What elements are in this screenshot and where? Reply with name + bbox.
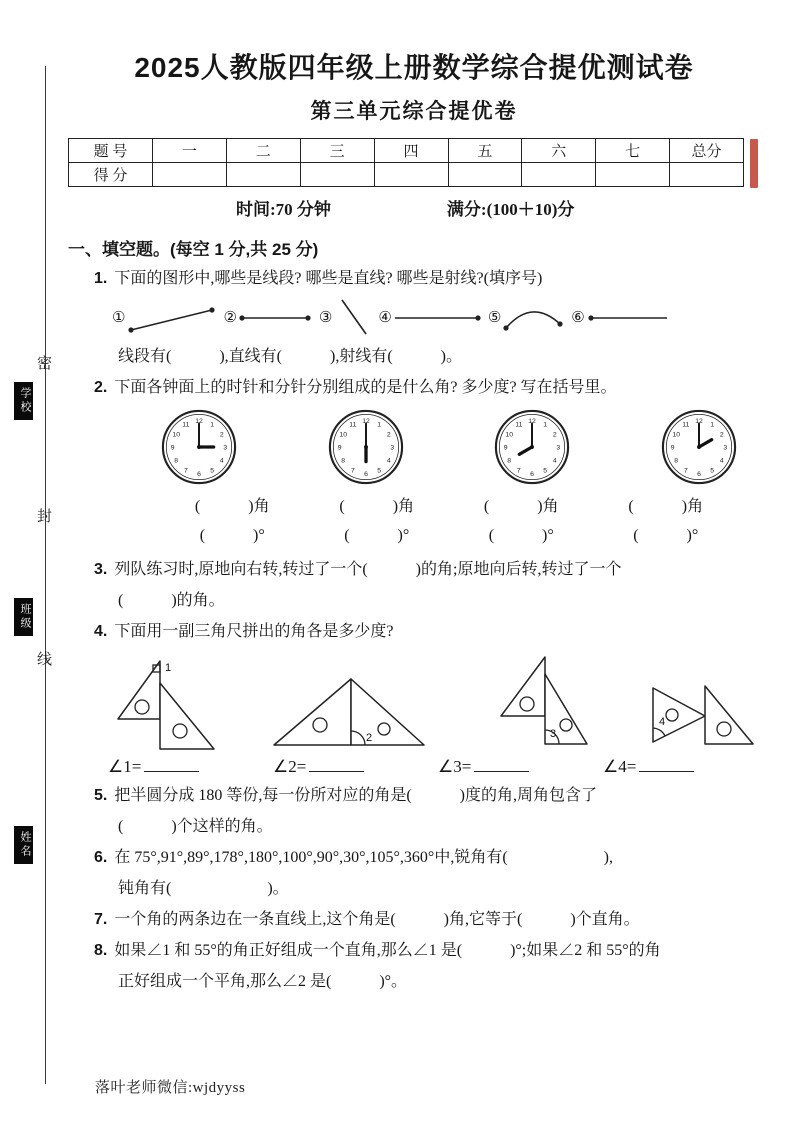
svg-text:5: 5 xyxy=(710,467,715,475)
question-3-line2: ( )的角。 xyxy=(118,591,225,609)
svg-text:8: 8 xyxy=(340,457,345,465)
question-4 xyxy=(68,620,760,644)
question-1-figures xyxy=(68,296,760,338)
score-cell xyxy=(300,163,374,187)
question-7 xyxy=(68,908,760,932)
svg-text:3: 3 xyxy=(556,444,561,452)
question-2-number: 2. xyxy=(94,379,108,396)
question-2-text: 下面各钟面上的时针和分针分别组成的是什么角? 多少度? 写在括号里。 xyxy=(114,379,617,396)
svg-text:6: 6 xyxy=(197,470,201,478)
question-2-clocks xyxy=(160,408,738,491)
svg-text:6: 6 xyxy=(363,470,368,478)
seal-field-class: 班级 xyxy=(14,598,33,636)
question-8-number: 8. xyxy=(94,941,108,959)
angle-answer-1 xyxy=(108,757,273,777)
triangle-ruler-figure-1 xyxy=(108,655,218,752)
score-cell xyxy=(596,163,670,187)
score-table-score-row xyxy=(69,163,744,187)
question-8-line2: 正好组成一个平角,那么∠2 是( )°。 xyxy=(118,972,408,990)
angle-blank: ( )角 xyxy=(483,498,559,515)
seal-char-xian: 线 xyxy=(37,652,53,668)
question-1-text: 下面的图形中,哪些是线段? 哪些是直线? 哪些是射线?(填序号) xyxy=(114,270,543,287)
ray-figure xyxy=(586,296,672,338)
header-col-6: 六 xyxy=(522,139,596,163)
angle-mark-3: 3 xyxy=(550,727,557,740)
degree-blank: ( )° xyxy=(488,526,554,544)
figure-label-5: ⑤ xyxy=(487,308,502,326)
question-4-text: 下面用一副三角尺拼出的角各是多少度? xyxy=(114,622,394,640)
question-3-text: 列队练习时,原地向右转,转过了一个( )的角;原地向后转,转过了一个 xyxy=(114,560,622,578)
figure-label-3: ③ xyxy=(318,308,333,326)
svg-text:12: 12 xyxy=(695,418,703,426)
svg-text:4: 4 xyxy=(386,457,391,465)
header-question-number: 题 号 xyxy=(69,139,153,163)
figure-label-4: ④ xyxy=(378,308,392,326)
score-cell xyxy=(670,163,744,187)
figure-label-6: ⑥ xyxy=(571,308,585,326)
svg-text:7: 7 xyxy=(183,467,188,475)
seal-char-feng: 封 xyxy=(37,509,53,525)
svg-text:7: 7 xyxy=(517,467,522,475)
angle-answer-4 xyxy=(603,757,768,777)
score-cell xyxy=(153,163,227,187)
question-6-number: 6. xyxy=(94,848,108,866)
score-table-wrap xyxy=(68,138,760,187)
angle-blank: ( )角 xyxy=(628,498,704,515)
question-6-line2: 钝角有( )。 xyxy=(118,879,289,897)
degree-blank: ( )° xyxy=(199,526,265,544)
question-5 xyxy=(68,784,760,808)
degree-blank: ( )° xyxy=(344,526,410,544)
question-2 xyxy=(68,376,760,400)
svg-text:7: 7 xyxy=(350,467,355,475)
svg-text:9: 9 xyxy=(170,444,175,452)
svg-text:9: 9 xyxy=(337,444,342,452)
header-col-7: 七 xyxy=(596,139,670,163)
svg-text:3: 3 xyxy=(223,444,228,452)
angle-answer-4-label: ∠4= xyxy=(603,756,637,776)
svg-text:3: 3 xyxy=(390,444,394,452)
header-col-3: 三 xyxy=(300,139,374,163)
angle-blank: ( )角 xyxy=(339,498,415,515)
paper-content xyxy=(68,46,760,994)
curve-figure xyxy=(502,296,566,338)
red-stamp-mark xyxy=(750,139,758,188)
seal-field-school: 学校 xyxy=(14,382,33,420)
question-7-text: 一个角的两条边在一条直线上,这个角是( )角,它等于( )个直角。 xyxy=(114,910,640,928)
question-1 xyxy=(68,267,760,291)
score-table-header-row xyxy=(69,139,744,163)
question-7-number: 7. xyxy=(94,910,108,928)
question-8-text: 如果∠1 和 55°的角正好组成一个直角,那么∠1 是( )°;如果∠2 和 55°的角 xyxy=(114,941,661,959)
svg-text:1: 1 xyxy=(710,421,715,429)
question-4-figures xyxy=(108,652,758,752)
question-8 xyxy=(68,939,760,963)
figure-label-2: ② xyxy=(223,308,237,326)
question-3 xyxy=(68,558,760,582)
time-limit: 时间:70 分钟 xyxy=(236,200,331,219)
clock-face xyxy=(327,408,405,491)
segment-figure xyxy=(238,296,314,338)
svg-text:2: 2 xyxy=(553,431,558,439)
question-4-number: 4. xyxy=(94,622,108,640)
line-figure xyxy=(333,296,373,338)
angle-answer-1-label: ∠1= xyxy=(108,756,142,776)
score-cell xyxy=(226,163,300,187)
svg-text:3: 3 xyxy=(723,444,728,452)
clock-face xyxy=(660,408,738,491)
svg-text:2: 2 xyxy=(719,431,724,439)
question-4-answers xyxy=(108,757,768,777)
header-col-5: 五 xyxy=(448,139,522,163)
svg-text:8: 8 xyxy=(674,457,679,465)
exam-meta-row xyxy=(68,195,760,220)
header-col-2: 二 xyxy=(226,139,300,163)
svg-text:11: 11 xyxy=(515,421,523,429)
score-cell xyxy=(374,163,448,187)
svg-text:1: 1 xyxy=(543,421,548,429)
svg-text:10: 10 xyxy=(672,431,680,439)
angle-blank: ( )角 xyxy=(194,498,270,515)
answer-blank-line xyxy=(309,767,364,772)
score-cell xyxy=(522,163,596,187)
triangle-ruler-figure-3 xyxy=(481,652,593,752)
svg-text:7: 7 xyxy=(683,467,688,475)
svg-text:10: 10 xyxy=(172,431,180,439)
svg-text:8: 8 xyxy=(174,457,179,465)
seal-line xyxy=(45,66,46,1084)
svg-text:5: 5 xyxy=(543,467,548,475)
question-3-number: 3. xyxy=(94,560,108,578)
score-label: 得 分 xyxy=(69,163,153,187)
svg-text:11: 11 xyxy=(348,421,357,429)
question-5-number: 5. xyxy=(94,786,108,804)
question-5-text: 把半圆分成 180 等份,每一份所对应的角是( )度的角,周角包含了 xyxy=(114,786,598,804)
svg-text:4: 4 xyxy=(719,457,724,465)
question-1-number: 1. xyxy=(94,270,108,287)
svg-text:1: 1 xyxy=(376,421,381,429)
figure-5 xyxy=(488,296,566,338)
svg-text:1: 1 xyxy=(210,421,215,429)
svg-text:12: 12 xyxy=(195,418,203,426)
svg-text:11: 11 xyxy=(682,421,690,429)
footer-contact: 落叶老师微信:wjdyyss xyxy=(95,1080,246,1096)
svg-text:10: 10 xyxy=(505,431,514,439)
header-col-1: 一 xyxy=(153,139,227,163)
seal-char-mi: 密 xyxy=(37,356,53,372)
figure-1 xyxy=(112,296,218,338)
page-title: 2025人教版四年级上册数学综合提优测试卷 xyxy=(134,52,694,83)
figure-4 xyxy=(378,296,482,338)
question-2-angle-blanks xyxy=(160,493,738,522)
question-6 xyxy=(68,846,760,870)
figure-2 xyxy=(223,296,313,338)
svg-text:2: 2 xyxy=(386,431,391,439)
triangle-ruler-figure-2 xyxy=(266,667,433,752)
svg-text:4: 4 xyxy=(219,457,224,465)
svg-text:5: 5 xyxy=(210,467,215,475)
angle-mark-2: 2 xyxy=(366,731,373,744)
svg-text:5: 5 xyxy=(376,467,381,475)
ray-figure xyxy=(393,296,483,338)
clock-face xyxy=(493,408,571,491)
angle-mark-1: 1 xyxy=(165,661,172,674)
figure-label-1: ① xyxy=(112,308,126,326)
full-score: 满分:(100＋10)分 xyxy=(446,200,575,219)
answer-blank-line xyxy=(639,767,694,772)
svg-text:6: 6 xyxy=(697,470,701,478)
clock-face xyxy=(160,408,238,491)
page-subtitle: 第三单元综合提优卷 xyxy=(310,99,518,123)
svg-text:10: 10 xyxy=(339,431,347,439)
angle-answer-3 xyxy=(438,757,603,777)
section-heading-fill-in: 一、填空题。(每空 1 分,共 25 分) xyxy=(68,240,319,259)
figure-3 xyxy=(319,296,373,338)
question-5-line2: ( )个这样的角。 xyxy=(118,817,273,835)
score-table xyxy=(68,138,744,187)
score-cell xyxy=(448,163,522,187)
angle-answer-2 xyxy=(273,757,438,777)
svg-text:12: 12 xyxy=(361,418,370,426)
triangle-ruler-figure-4 xyxy=(641,672,758,752)
svg-text:9: 9 xyxy=(504,444,508,452)
segment-figure xyxy=(126,296,218,338)
header-col-4: 四 xyxy=(374,139,448,163)
question-6-text: 在 75°,91°,89°,178°,180°,100°,90°,30°,105°,360°中,锐角有( ), xyxy=(114,848,613,866)
figure-6 xyxy=(571,296,671,338)
question-1-blanks: 线段有( ),直线有( ),射线有( )。 xyxy=(118,348,462,365)
angle-mark-4: 4 xyxy=(659,715,666,728)
angle-answer-3-label: ∠3= xyxy=(438,756,472,776)
degree-blank: ( )° xyxy=(633,526,699,544)
svg-text:9: 9 xyxy=(670,444,675,452)
question-2-degree-blanks xyxy=(160,522,738,551)
svg-text:8: 8 xyxy=(507,457,512,465)
svg-text:6: 6 xyxy=(530,470,535,478)
svg-text:2: 2 xyxy=(219,431,224,439)
header-total: 总分 xyxy=(670,139,744,163)
svg-text:4: 4 xyxy=(553,457,558,465)
seal-field-name: 姓名 xyxy=(14,826,33,864)
svg-text:12: 12 xyxy=(528,418,537,426)
angle-answer-2-label: ∠2= xyxy=(273,756,307,776)
svg-text:11: 11 xyxy=(182,421,190,429)
answer-blank-line xyxy=(474,767,529,772)
answer-blank-line xyxy=(144,767,199,772)
